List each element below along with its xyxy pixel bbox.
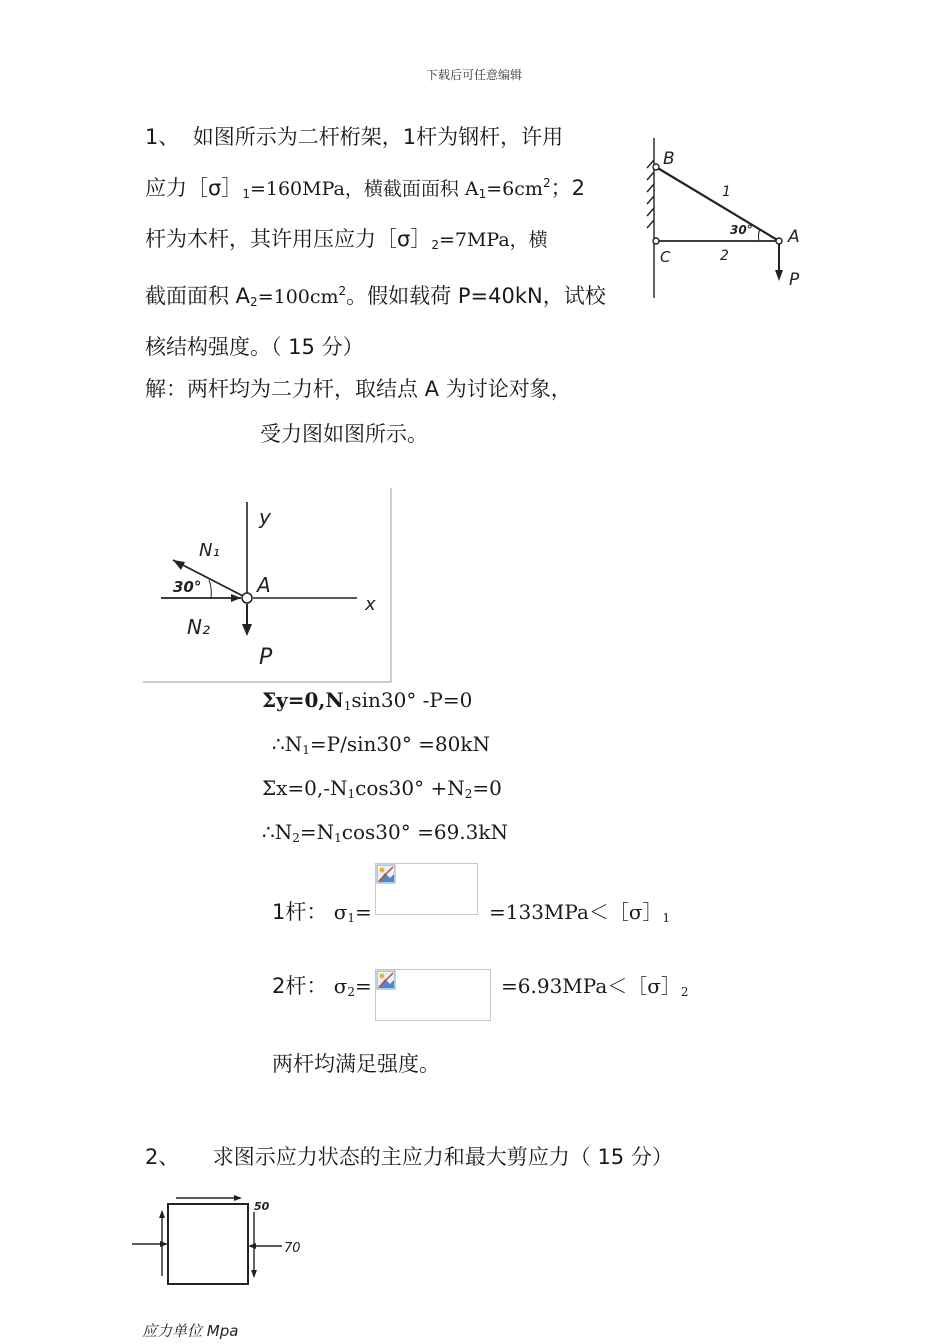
label-a: A — [788, 227, 800, 247]
stress2-label: 2杆： — [272, 974, 328, 998]
problem1-line4-a: 截面面积 A — [145, 283, 251, 308]
eq1-b: sin30° -P=0 — [351, 688, 473, 712]
label-70: 70 — [284, 1241, 301, 1256]
node-a-fbd — [242, 593, 252, 603]
problem2-number: 2、 — [145, 1145, 180, 1169]
stress2-formula-image — [375, 969, 491, 1021]
problem1-number: 1、 — [145, 125, 180, 149]
fbd-label-x: x — [365, 594, 376, 615]
solution-line1: 解：两杆均为二力杆，取结点 A 为讨论对象， — [145, 377, 572, 401]
problem1-line2-c: =6cm — [486, 177, 543, 200]
stress2-result-sub: 2 — [680, 985, 689, 999]
right-shear-arrowhead — [251, 1270, 257, 1278]
problem1-line5: 核结构强度。（ 15 分） — [145, 335, 364, 359]
n1-arrow-head — [173, 560, 185, 570]
stress1-formula-image — [375, 863, 478, 915]
stress2-result — [501, 970, 689, 999]
label-bar1: 1 — [722, 184, 731, 200]
wall-hatching — [647, 138, 654, 298]
problem1-line4-sup: 2 — [338, 283, 347, 298]
problem1-line1 — [145, 115, 606, 161]
stress1-sigma: σ — [333, 900, 348, 924]
problem1-line3 — [145, 217, 606, 269]
eq3-b: cos30° +N — [355, 776, 465, 800]
label-50: 50 — [254, 1200, 270, 1213]
fbd-angle-arc — [209, 580, 211, 598]
label-b: B — [663, 149, 675, 169]
eq2-sub: 1 — [302, 743, 310, 757]
problem1-line4-b: =100cm — [257, 285, 339, 308]
problem1-line2-a: 应力［σ］ — [145, 175, 243, 200]
equation-1 — [262, 688, 472, 713]
eq3-a: Σx=0,-N — [262, 776, 348, 800]
fbd-label-n1: N₁ — [199, 540, 220, 561]
right-normal-arrowhead — [248, 1243, 256, 1249]
eq2-b: =P/sin30° =80kN — [309, 732, 491, 756]
equation-2 — [272, 732, 490, 757]
problem1-line1-text: 如图所示为二杆桁架，1杆为钢杆，许用 — [192, 125, 564, 149]
label-p: P — [789, 270, 800, 290]
problem1-line4-c: 。假如载荷 P=40kN，试校 — [346, 283, 606, 308]
eq3-c: =0 — [472, 776, 502, 800]
node-c — [653, 238, 659, 244]
fbd-label-p: P — [259, 645, 273, 670]
stress1-lhs — [272, 896, 372, 926]
problem1-line4-sub: 2 — [250, 294, 258, 309]
angle-arc — [759, 229, 760, 241]
bar-1 — [656, 167, 779, 241]
eq4-c: cos30° =69.3kN — [341, 820, 509, 844]
eq1-sub: 1 — [343, 699, 352, 713]
fbd-label-n2: N₂ — [187, 615, 210, 639]
problem1-line4 — [145, 269, 606, 326]
equation-4 — [262, 820, 508, 845]
eq3-sub2: 2 — [464, 787, 473, 801]
stress1-sub: 1 — [347, 911, 356, 925]
label-angle: 30° — [730, 223, 753, 237]
top-shear-arrowhead — [234, 1195, 242, 1201]
eq4-sub2: 1 — [334, 831, 342, 845]
node-b — [653, 164, 659, 170]
truss-figure — [630, 130, 820, 310]
problem2-text — [145, 1134, 673, 1180]
stress1-result — [489, 896, 670, 925]
node-a — [776, 238, 782, 244]
problem1-line3-a: 杆为木杆，其许用压应力［σ］ — [145, 227, 432, 251]
left-shear-arrowhead — [159, 1210, 165, 1218]
stress2-lhs — [272, 970, 372, 1000]
unit-note: 应力单位 Mpa — [142, 1322, 239, 1340]
eq3-sub1: 1 — [347, 787, 356, 801]
equation-3 — [262, 776, 502, 801]
problem1-line2-b: =160MPa，横截面面积 A — [249, 177, 479, 200]
problem1-line2-sub2: 1 — [478, 186, 487, 201]
solution-line2: 受力图如图所示。 — [260, 422, 428, 446]
eq4-a: ∴N — [262, 820, 293, 844]
stress1-label: 1杆： — [272, 900, 328, 924]
stress2-eq: = — [355, 974, 372, 998]
p-arrow-head — [242, 624, 252, 636]
broken-image-icon — [376, 864, 396, 884]
stress1-result-text: =133MPa＜［σ］ — [489, 900, 663, 924]
stress2-sub: 2 — [347, 985, 356, 999]
eq4-b: =N — [299, 820, 335, 844]
problem2-question: 求图示应力状态的主应力和最大剪应力（ 15 分） — [212, 1145, 673, 1169]
load-arrow-head — [775, 270, 783, 281]
free-body-diagram — [143, 488, 393, 684]
stress1-eq: = — [355, 900, 372, 924]
page-header: 下载后可任意编辑 — [426, 68, 523, 82]
fbd-label-angle: 30° — [173, 578, 202, 596]
fbd-label-y: y — [259, 505, 271, 529]
eq4-sub1: 2 — [292, 831, 300, 845]
stress-element-square — [168, 1204, 248, 1284]
problem1-line2 — [145, 161, 606, 218]
left-normal-arrowhead — [160, 1241, 168, 1247]
problem1-text — [145, 115, 606, 371]
problem1-line2-sub1: 1 — [242, 186, 250, 201]
problem1-line2-sup: 2 — [542, 175, 551, 190]
eq2-a: ∴N — [272, 732, 303, 756]
label-bar2: 2 — [720, 248, 729, 264]
problem1-line2-d: ；2 — [550, 175, 585, 200]
problem1-line3-b: =7MPa，横 — [438, 229, 548, 251]
stress2-sigma: σ — [333, 974, 348, 998]
stress-element-figure — [128, 1190, 328, 1344]
broken-image-icon — [376, 970, 396, 990]
fbd-label-a: A — [257, 573, 271, 597]
problem1-line3-sub: 2 — [431, 238, 439, 252]
label-c: C — [660, 248, 671, 266]
conclusion: 两杆均满足强度。 — [272, 1052, 440, 1076]
eq1-a: Σy=0,N — [262, 688, 344, 712]
stress2-result-text: =6.93MPa＜［σ］ — [501, 974, 681, 998]
stress1-result-sub: 1 — [662, 911, 671, 925]
